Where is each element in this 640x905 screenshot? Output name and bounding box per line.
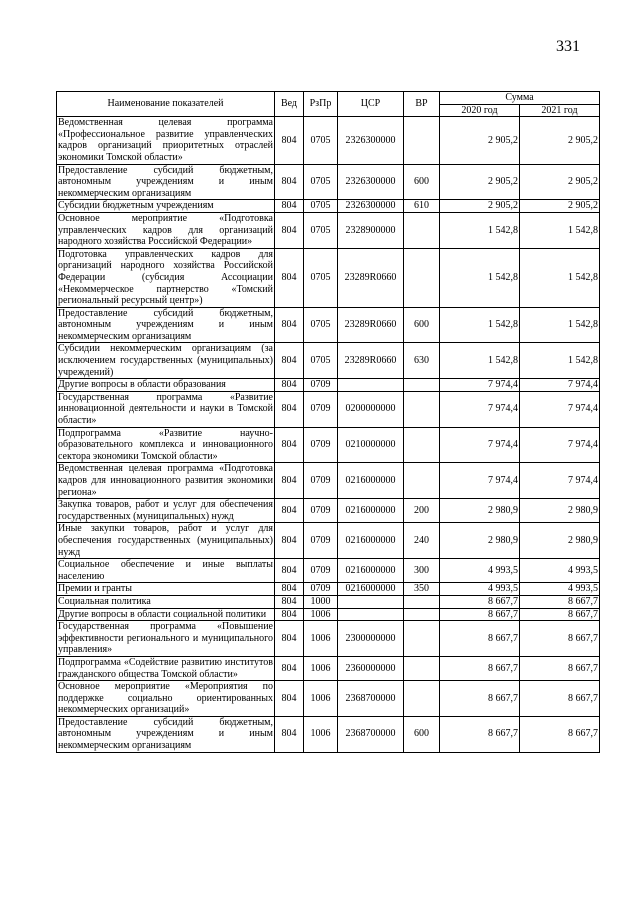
- cell-sum-2020: 7 974,4: [440, 463, 520, 499]
- cell-sum-2021: 8 667,7: [520, 681, 600, 717]
- cell-vr: 600: [404, 307, 440, 343]
- cell-vr: 610: [404, 200, 440, 213]
- cell-sum-2020: 7 974,4: [440, 427, 520, 463]
- cell-sum-2021: 7 974,4: [520, 463, 600, 499]
- cell-sum-2021: 8 667,7: [520, 656, 600, 680]
- table-row: [57, 523, 600, 559]
- header-sum: Сумма: [440, 92, 600, 105]
- cell-sum-2021: 8 667,7: [520, 716, 600, 752]
- cell-ved: 804: [275, 212, 304, 248]
- cell-rzpr: 0709: [304, 559, 338, 583]
- table-row: [57, 427, 600, 463]
- cell-rzpr: 0709: [304, 391, 338, 427]
- cell-sum-2021: 7 974,4: [520, 427, 600, 463]
- table-body: [57, 117, 600, 752]
- cell-sum-2020: 4 993,5: [440, 583, 520, 596]
- cell-ved: 804: [275, 716, 304, 752]
- cell-sum-2020: 8 667,7: [440, 681, 520, 717]
- cell-vr: [404, 379, 440, 392]
- cell-vr: 200: [404, 499, 440, 523]
- cell-name: Основное мероприятие «Мероприятия по поддержке социально ориентированных некоммерческих организаций»: [58, 681, 273, 716]
- cell-ved: 804: [275, 164, 304, 200]
- cell-rzpr: 0705: [304, 164, 338, 200]
- table-row: [57, 379, 600, 392]
- cell-name: Другие вопросы в области социальной политики: [57, 608, 275, 621]
- cell-ved: 804: [275, 343, 304, 379]
- cell-vr: [404, 681, 440, 717]
- cell-rzpr: 1006: [304, 621, 338, 657]
- cell-sum-2020: 2 980,9: [440, 499, 520, 523]
- cell-name: Премии и гранты: [57, 583, 275, 596]
- cell-name: Ведомственная целевая программа «Профессиональное развитие управленческих кадров организаций приоритетных отраслей экономики Томской области»: [58, 117, 273, 163]
- cell-rzpr: 0705: [304, 117, 338, 164]
- table-row: [57, 248, 600, 307]
- table-row: [57, 391, 600, 427]
- cell-rzpr: 0705: [304, 212, 338, 248]
- header-name: Наименование показателей: [57, 92, 275, 117]
- table-row: [57, 583, 600, 596]
- cell-sum-2021: 1 542,8: [520, 307, 600, 343]
- cell-csr: 2328900000: [338, 212, 404, 248]
- cell-vr: [404, 608, 440, 621]
- cell-sum-2020: 8 667,7: [440, 716, 520, 752]
- cell-sum-2020: 1 542,8: [440, 343, 520, 379]
- cell-csr: 0216000000: [338, 583, 404, 596]
- cell-vr: 630: [404, 343, 440, 379]
- cell-vr: 300: [404, 559, 440, 583]
- cell-csr: [338, 608, 404, 621]
- table-row: [57, 499, 600, 523]
- cell-rzpr: 0705: [304, 248, 338, 307]
- cell-vr: [404, 595, 440, 608]
- cell-ved: 804: [275, 391, 304, 427]
- cell-csr: 23289R0660: [338, 343, 404, 379]
- cell-csr: 2300000000: [338, 621, 404, 657]
- cell-rzpr: 0709: [304, 523, 338, 559]
- cell-vr: 600: [404, 164, 440, 200]
- cell-sum-2021: 8 667,7: [520, 621, 600, 657]
- cell-sum-2021: 8 667,7: [520, 608, 600, 621]
- cell-rzpr: 0709: [304, 583, 338, 596]
- table-row: [57, 716, 600, 752]
- cell-name: Подпрограмма «Содействие развитию институтов гражданского общества Томской области»: [58, 656, 273, 680]
- header-vr: ВР: [404, 92, 440, 117]
- cell-csr: 2326300000: [338, 164, 404, 200]
- table-row: [57, 117, 600, 164]
- cell-vr: 240: [404, 523, 440, 559]
- header-rzpr: РзПр: [304, 92, 338, 117]
- cell-sum-2020: 2 980,9: [440, 523, 520, 559]
- cell-sum-2020: 7 974,4: [440, 379, 520, 392]
- cell-csr: 0210000000: [338, 427, 404, 463]
- cell-ved: 804: [275, 595, 304, 608]
- cell-sum-2020: 8 667,7: [440, 595, 520, 608]
- cell-ved: 804: [275, 379, 304, 392]
- cell-vr: 350: [404, 583, 440, 596]
- cell-name: Ведомственная целевая программа «Подготовка кадров для инновационного развития экономики региона»: [58, 463, 273, 498]
- cell-ved: 804: [275, 559, 304, 583]
- cell-csr: 0216000000: [338, 523, 404, 559]
- cell-rzpr: 0705: [304, 343, 338, 379]
- cell-name: Основное мероприятие «Подготовка управленческих кадров для организаций народного хозяйства Российской Федерации»: [58, 212, 273, 248]
- cell-ved: 804: [275, 583, 304, 596]
- cell-csr: 2326300000: [338, 117, 404, 164]
- cell-sum-2020: 7 974,4: [440, 391, 520, 427]
- table-row: [57, 681, 600, 717]
- cell-name: Подготовка управленческих кадров для организаций народного хозяйства Российской Федерации (субсидия Ассоциации «Некоммерческое партнерство «Томский региональный ресурсный центр»): [58, 248, 273, 307]
- header-csr: ЦСР: [338, 92, 404, 117]
- cell-sum-2020: 8 667,7: [440, 608, 520, 621]
- page-number: 331: [556, 38, 580, 55]
- cell-rzpr: 0709: [304, 499, 338, 523]
- table-row: [57, 559, 600, 583]
- cell-rzpr: 1006: [304, 608, 338, 621]
- cell-sum-2020: 1 542,8: [440, 248, 520, 307]
- cell-rzpr: 1006: [304, 681, 338, 717]
- cell-csr: 23289R0660: [338, 307, 404, 343]
- cell-name: Предоставление субсидий бюджетным, автономным учреждениям и иным некоммерческим организациям: [58, 164, 273, 199]
- cell-csr: 2368700000: [338, 716, 404, 752]
- budget-table: [56, 91, 600, 753]
- cell-rzpr: 0705: [304, 200, 338, 213]
- cell-sum-2021: 2 980,9: [520, 499, 600, 523]
- cell-sum-2020: 2 905,2: [440, 164, 520, 200]
- cell-name: Государственная программа «Развитие инновационной деятельности и науки в Томской области»: [58, 391, 273, 427]
- cell-ved: 804: [275, 681, 304, 717]
- cell-csr: [338, 379, 404, 392]
- cell-rzpr: 0705: [304, 307, 338, 343]
- cell-sum-2021: 4 993,5: [520, 559, 600, 583]
- header-year-2020: 2020 год: [440, 104, 520, 117]
- cell-name: Социальная политика: [57, 595, 275, 608]
- cell-ved: 804: [275, 200, 304, 213]
- cell-ved: 804: [275, 523, 304, 559]
- cell-csr: 2368700000: [338, 681, 404, 717]
- cell-ved: 804: [275, 117, 304, 164]
- cell-name: Закупка товаров, работ и услуг для обеспечения государственных (муниципальных) нужд: [58, 499, 273, 522]
- cell-ved: 804: [275, 656, 304, 680]
- cell-sum-2021: 4 993,5: [520, 583, 600, 596]
- cell-vr: [404, 427, 440, 463]
- cell-rzpr: 1000: [304, 595, 338, 608]
- cell-sum-2020: 2 905,2: [440, 117, 520, 164]
- cell-csr: 2360000000: [338, 656, 404, 680]
- table-row: [57, 463, 600, 499]
- cell-csr: 23289R0660: [338, 248, 404, 307]
- cell-name: Субсидии бюджетным учреждениям: [57, 200, 275, 213]
- table-row: [57, 200, 600, 213]
- cell-sum-2020: 8 667,7: [440, 656, 520, 680]
- cell-sum-2021: 2 905,2: [520, 200, 600, 213]
- cell-name: Предоставление субсидий бюджетным, автономным учреждениям и иным некоммерческим организациям: [58, 307, 273, 342]
- cell-sum-2021: 1 542,8: [520, 343, 600, 379]
- cell-name: Государственная программа «Повышение эффективности регионального и муниципального управления»: [58, 621, 273, 656]
- cell-rzpr: 1006: [304, 716, 338, 752]
- cell-csr: 0216000000: [338, 559, 404, 583]
- cell-name: Предоставление субсидий бюджетным, автономным учреждениям и иным некоммерческим организациям: [58, 716, 273, 752]
- table-row: [57, 164, 600, 200]
- table-row: [57, 656, 600, 680]
- cell-rzpr: 0709: [304, 427, 338, 463]
- cell-ved: 804: [275, 307, 304, 343]
- cell-sum-2020: 8 667,7: [440, 621, 520, 657]
- cell-sum-2021: 1 542,8: [520, 248, 600, 307]
- table-row: [57, 608, 600, 621]
- table-row: [57, 621, 600, 657]
- cell-rzpr: 0709: [304, 379, 338, 392]
- cell-sum-2021: 7 974,4: [520, 379, 600, 392]
- cell-name: Другие вопросы в области образования: [57, 379, 275, 392]
- cell-vr: [404, 463, 440, 499]
- cell-rzpr: 1006: [304, 656, 338, 680]
- cell-sum-2021: 2 905,2: [520, 164, 600, 200]
- cell-ved: 804: [275, 463, 304, 499]
- cell-vr: [404, 391, 440, 427]
- cell-ved: 804: [275, 499, 304, 523]
- cell-csr: [338, 595, 404, 608]
- cell-sum-2021: 8 667,7: [520, 595, 600, 608]
- cell-csr: 0216000000: [338, 463, 404, 499]
- cell-vr: [404, 212, 440, 248]
- header-ved: Вед: [275, 92, 304, 117]
- cell-vr: [404, 621, 440, 657]
- cell-sum-2020: 1 542,8: [440, 212, 520, 248]
- cell-sum-2021: 1 542,8: [520, 212, 600, 248]
- table-row: [57, 212, 600, 248]
- cell-name: Подпрограмма «Развитие научно-образовательного комплекса и инновационного сектора экономики Томской области»: [58, 427, 273, 462]
- cell-sum-2021: 7 974,4: [520, 391, 600, 427]
- cell-vr: [404, 656, 440, 680]
- cell-vr: [404, 248, 440, 307]
- cell-sum-2020: 4 993,5: [440, 559, 520, 583]
- cell-ved: 804: [275, 608, 304, 621]
- cell-sum-2020: 2 905,2: [440, 200, 520, 213]
- cell-name: Субсидии некоммерческим организациям (за исключением государственных (муниципальных) учреждений): [58, 343, 273, 378]
- cell-csr: 0216000000: [338, 499, 404, 523]
- cell-sum-2021: 2 905,2: [520, 117, 600, 164]
- cell-vr: [404, 117, 440, 164]
- cell-name: Социальное обеспечение и иные выплаты населению: [58, 559, 273, 582]
- cell-name: Иные закупки товаров, работ и услуг для обеспечения государственных (муниципальных) нужд: [58, 523, 273, 558]
- table-row: [57, 595, 600, 608]
- header-year-2021: 2021 год: [520, 104, 600, 117]
- cell-csr: 2326300000: [338, 200, 404, 213]
- table-row: [57, 343, 600, 379]
- cell-sum-2020: 1 542,8: [440, 307, 520, 343]
- table-row: [57, 307, 600, 343]
- cell-ved: 804: [275, 621, 304, 657]
- cell-vr: 600: [404, 716, 440, 752]
- cell-ved: 804: [275, 427, 304, 463]
- cell-csr: 0200000000: [338, 391, 404, 427]
- cell-sum-2021: 2 980,9: [520, 523, 600, 559]
- cell-rzpr: 0709: [304, 463, 338, 499]
- cell-ved: 804: [275, 248, 304, 307]
